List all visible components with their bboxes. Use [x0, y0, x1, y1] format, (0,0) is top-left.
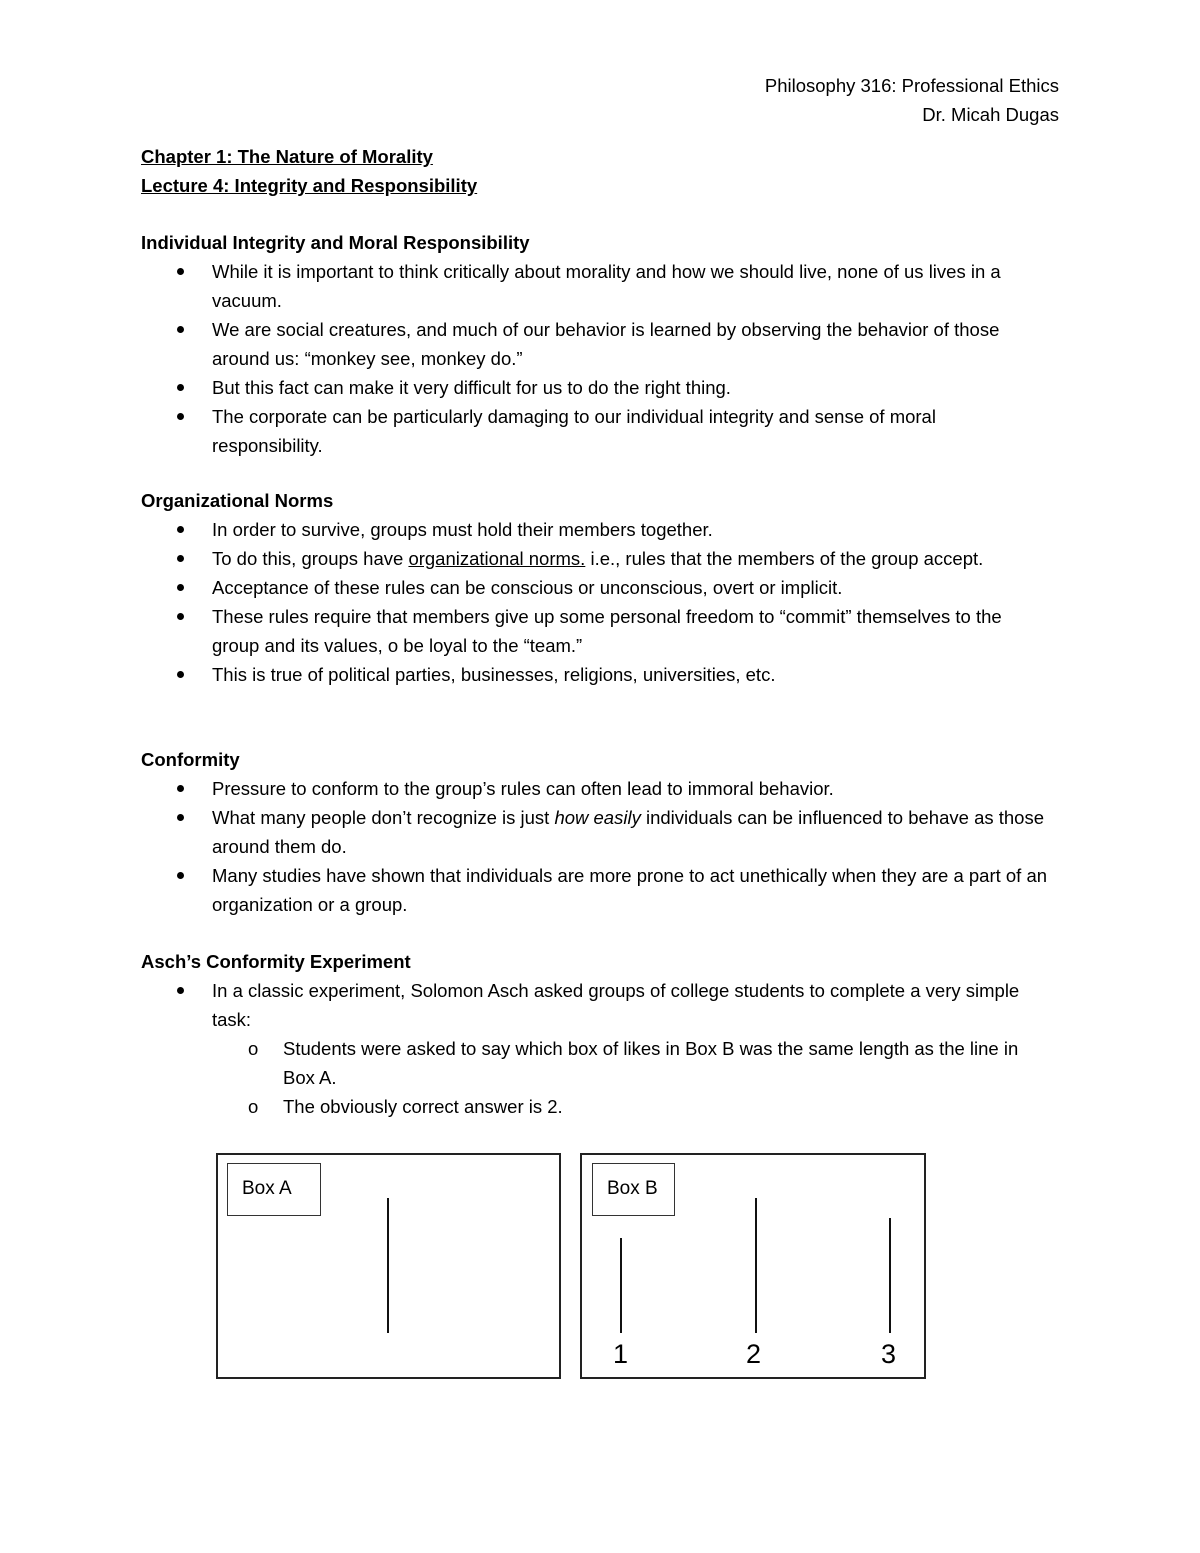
sub-bullet-item: o The obviously correct answer is 2. — [141, 1092, 1051, 1121]
bullet-item: This is true of political parties, businesses, religions, universities, etc. — [141, 660, 1051, 689]
bullet-item: We are social creatures, and much of our behavior is learned by observing the behavior of those around us: “monkey see, monkey do.” — [141, 315, 1051, 373]
box-b-label: Box B — [592, 1163, 675, 1216]
section-organizational-norms — [141, 486, 1051, 689]
bullet-item: In order to survive, groups must hold their members together. — [141, 515, 1051, 544]
text: What many people don’t recognize is just — [212, 807, 555, 828]
bullet-item — [141, 544, 1051, 573]
chapter-title: Chapter 1: The Nature of Morality — [141, 146, 433, 167]
course-title: Philosophy 316: Professional Ethics — [764, 75, 1059, 96]
bullet-item: While it is important to think critically about morality and how we should live, none of us lives in a vacuum. — [141, 257, 1051, 315]
section-asch-experiment — [141, 947, 1051, 1121]
sub-bullet-item: o Students were asked to say which box of likes in Box B was the same length as the line in Box A. — [141, 1034, 1051, 1092]
line-label-2: 2 — [746, 1339, 762, 1369]
section-heading: Individual Integrity and Moral Responsibility — [141, 232, 530, 253]
bullet-item: Many studies have shown that individuals are more prone to act unethically when they are a part of an organization or a group. — [141, 861, 1051, 919]
text: To do this, groups have — [212, 548, 409, 569]
section-conformity — [141, 745, 1051, 919]
emphasis: how easily — [554, 807, 641, 828]
comparison-line-1 — [620, 1238, 622, 1333]
section-heading: Organizational Norms — [141, 490, 334, 511]
text: i.e., rules that the members of the group accept. — [585, 548, 984, 569]
section-integrity — [141, 228, 1051, 460]
section-heading: Asch’s Conformity Experiment — [141, 951, 411, 972]
reference-line — [387, 1198, 389, 1333]
term-organizational-norms: organizational norms. — [408, 548, 586, 569]
line-label-3: 3 — [881, 1339, 897, 1369]
bullet-item: These rules require that members give up some personal freedom to “commit” themselves to the group and its values, o be loyal to the “team.” — [141, 602, 1051, 660]
comparison-line-3 — [889, 1218, 891, 1333]
bullet-item: The corporate can be particularly damaging to our individual integrity and sense of moral responsibility. — [141, 402, 1051, 460]
bullet-item: Pressure to conform to the group’s rules can often lead to immoral behavior. — [141, 774, 1051, 803]
comparison-line-2 — [755, 1198, 757, 1333]
box-a-label: Box A — [227, 1163, 321, 1216]
text: individuals can be influenced to behave as those around them do. — [212, 807, 1044, 857]
instructor-name: Dr. Micah Dugas — [922, 104, 1059, 125]
section-heading: Conformity — [141, 749, 240, 770]
lecture-title: Lecture 4: Integrity and Responsibility — [141, 175, 478, 196]
bullet-item: In a classic experiment, Solomon Asch asked groups of college students to complete a very simple task: — [141, 976, 1051, 1034]
line-label-1: 1 — [613, 1339, 629, 1369]
bullet-item: Acceptance of these rules can be conscious or unconscious, overt or implicit. — [141, 573, 1051, 602]
bullet-item — [141, 803, 1051, 861]
bullet-item: But this fact can make it very difficult for us to do the right thing. — [141, 373, 1051, 402]
